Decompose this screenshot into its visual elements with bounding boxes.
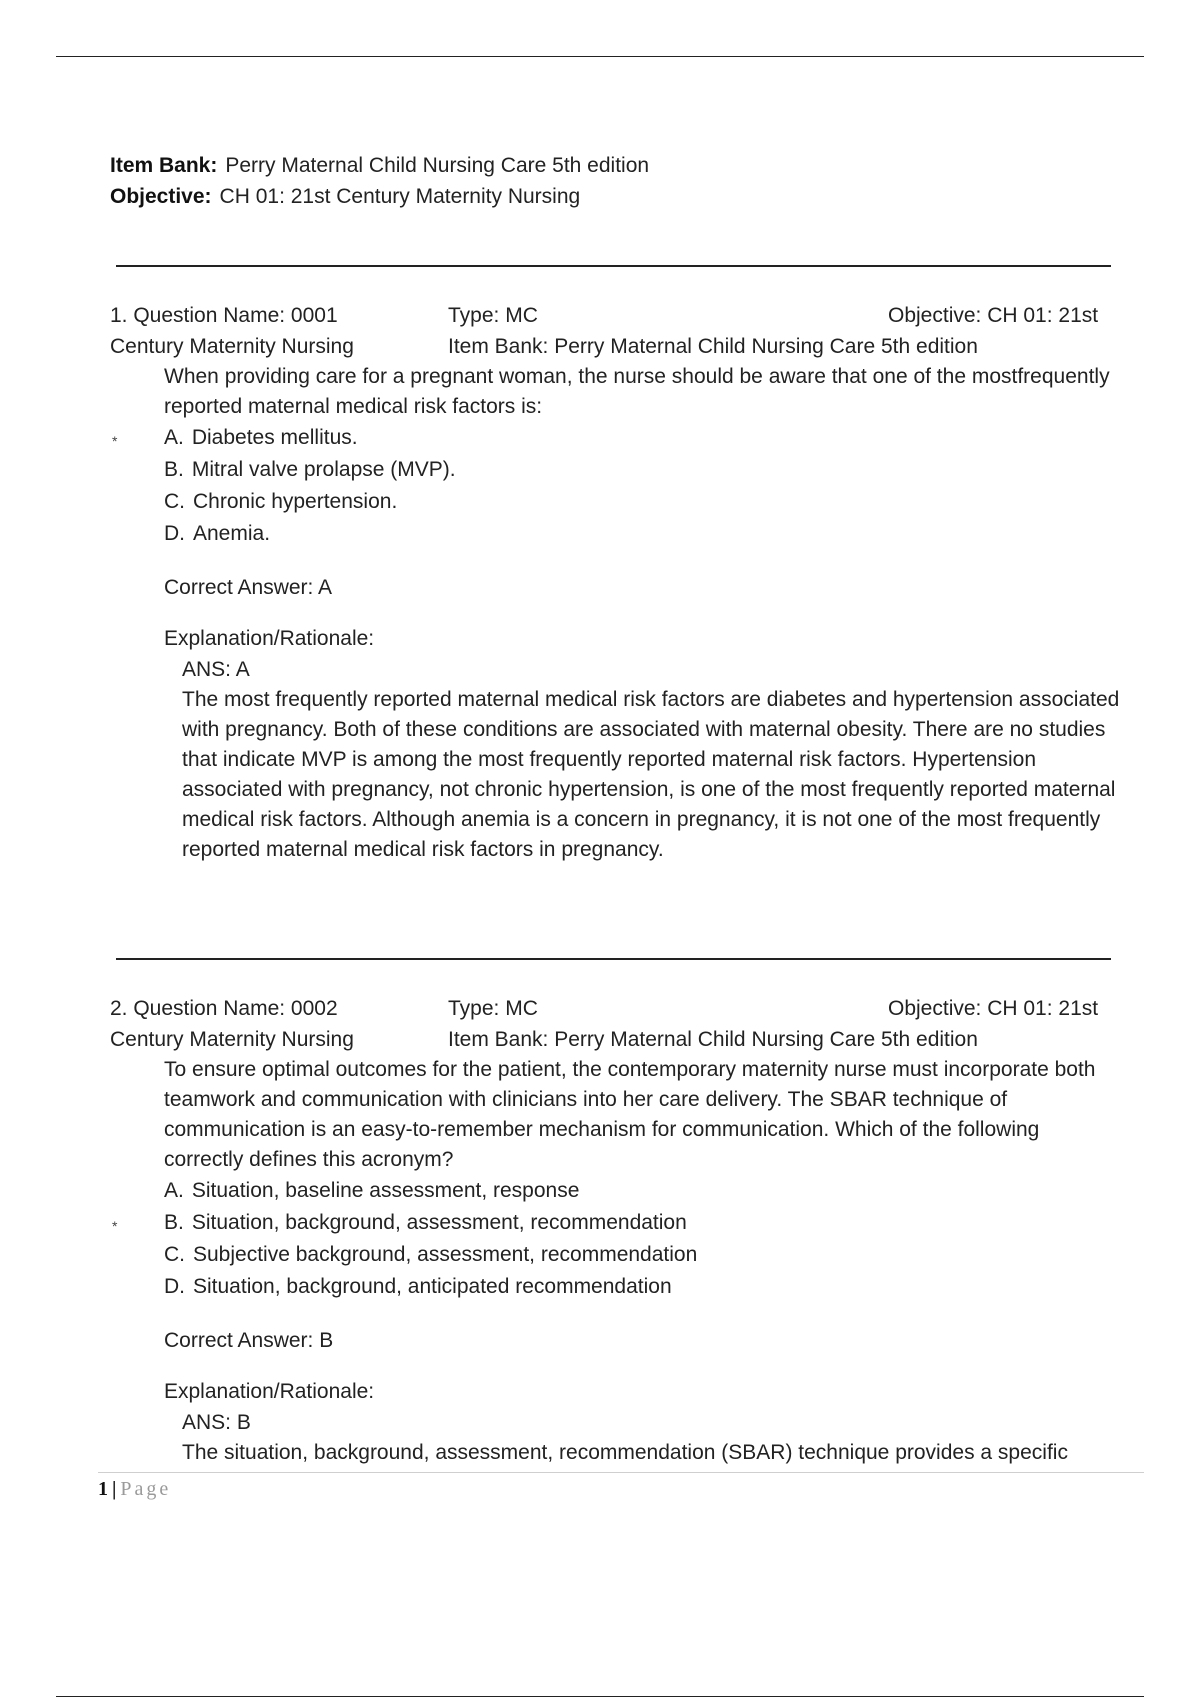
question-meta-row-2 — [110, 1024, 1110, 1055]
page-footer — [98, 1478, 171, 1501]
question-meta-row — [110, 300, 1110, 331]
answer-option — [110, 1175, 1110, 1207]
answer-option — [110, 1271, 1110, 1303]
answer-option — [110, 518, 1110, 550]
answer-option — [110, 1207, 1110, 1239]
answer-key: ANS: A — [182, 658, 250, 681]
question-block — [110, 300, 1120, 865]
answer-key: ANS: B — [182, 1411, 251, 1434]
explanation-label: Explanation/Rationale: — [164, 1380, 375, 1403]
answer-option — [110, 422, 1110, 454]
correct-answer: Correct Answer: B — [164, 1329, 334, 1352]
option-text: Situation, background, assessment, recommendation — [191, 1211, 687, 1234]
rationale-text: The most frequently reported maternal medical risk factors are diabetes and hypertension associated with pregnancy. Both of these conditions are associated with maternal obesity. There are no studies that indicate MVP is among the most frequently reported maternal risk factors. Hypertension associated with pregnancy, not chronic hypertension, is one of the most frequently reported maternal medical risk factors. Although anemia is a concern in pregnancy, it is not one of the most frequently reported maternal medical risk factors in pregnancy. — [182, 688, 1120, 861]
question-name: 2. Question Name: 0002 — [110, 997, 338, 1020]
option-letter: C. — [164, 490, 185, 513]
question-meta-row-2 — [110, 331, 1110, 362]
option-text: Subjective background, assessment, recommendation — [193, 1243, 698, 1266]
option-letter: B. — [164, 1211, 184, 1234]
page-number: 1 — [98, 1478, 108, 1500]
answer-option — [110, 454, 1110, 486]
bottom-rule — [56, 1696, 1144, 1697]
answer-option — [110, 1239, 1110, 1271]
section-separator — [116, 958, 1111, 960]
question-objective-cont: Century Maternity Nursing — [110, 335, 354, 358]
option-letter: D. — [164, 1275, 185, 1298]
question-objective: Objective: CH 01: 21st — [888, 304, 1099, 327]
option-text: Mitral valve prolapse (MVP). — [191, 458, 456, 481]
question-stem: When providing care for a pregnant woman, the nurse should be aware that one of the mostfrequently reported maternal medical risk factors is: — [164, 365, 1110, 418]
footer-rule — [98, 1472, 1144, 1473]
correct-marker: * — [112, 1218, 118, 1234]
question-type: Type: MC — [448, 304, 538, 327]
option-text: Situation, background, anticipated recommendation — [193, 1275, 672, 1298]
question-meta-row — [110, 993, 1110, 1024]
item-bank-line — [110, 150, 649, 181]
answer-option — [110, 486, 1110, 518]
option-text: Chronic hypertension. — [193, 490, 398, 513]
page-separator: | — [112, 1478, 117, 1500]
answer-options — [110, 422, 1110, 550]
option-letter: C. — [164, 1243, 185, 1266]
option-letter: D. — [164, 522, 185, 545]
option-text: Situation, baseline assessment, response — [191, 1179, 580, 1202]
option-letter: A. — [164, 1179, 184, 1202]
section-separator — [116, 265, 1111, 267]
question-type: Type: MC — [448, 997, 538, 1020]
item-bank-value: Perry Maternal Child Nursing Care 5th edition — [225, 154, 650, 177]
question-item-bank: Item Bank: Perry Maternal Child Nursing Care 5th edition — [448, 1028, 978, 1051]
objective-line — [110, 181, 649, 212]
top-rule — [56, 56, 1144, 57]
objective-label: Objective: — [110, 185, 212, 208]
question-objective: Objective: CH 01: 21st — [888, 997, 1099, 1020]
rationale-text: The situation, background, assessment, recommendation (SBAR) technique provides a specific — [182, 1441, 1068, 1464]
question-stem: To ensure optimal outcomes for the patient, the contemporary maternity nurse must incorporate both teamwork and communication with clinicians into her care delivery. The SBAR technique of communication is an easy-to-remember mechanism for communication. Which of the following correctly defines this acronym? — [164, 1058, 1096, 1171]
answer-options — [110, 1175, 1110, 1303]
objective-value: CH 01: 21st Century Maternity Nursing — [219, 185, 581, 208]
explanation-label: Explanation/Rationale: — [164, 627, 375, 650]
item-bank-label: Item Bank: — [110, 154, 218, 177]
correct-answer: Correct Answer: A — [164, 576, 333, 599]
option-text: Diabetes mellitus. — [191, 426, 358, 449]
option-text: Anemia. — [193, 522, 271, 545]
question-name: 1. Question Name: 0001 — [110, 304, 338, 327]
question-objective-cont: Century Maternity Nursing — [110, 1028, 354, 1051]
option-letter: B. — [164, 458, 184, 481]
question-block — [110, 993, 1110, 1468]
document-header — [110, 150, 649, 212]
page-label: Page — [120, 1478, 172, 1500]
question-item-bank: Item Bank: Perry Maternal Child Nursing Care 5th edition — [448, 335, 978, 358]
option-letter: A. — [164, 426, 184, 449]
correct-marker: * — [112, 433, 118, 449]
